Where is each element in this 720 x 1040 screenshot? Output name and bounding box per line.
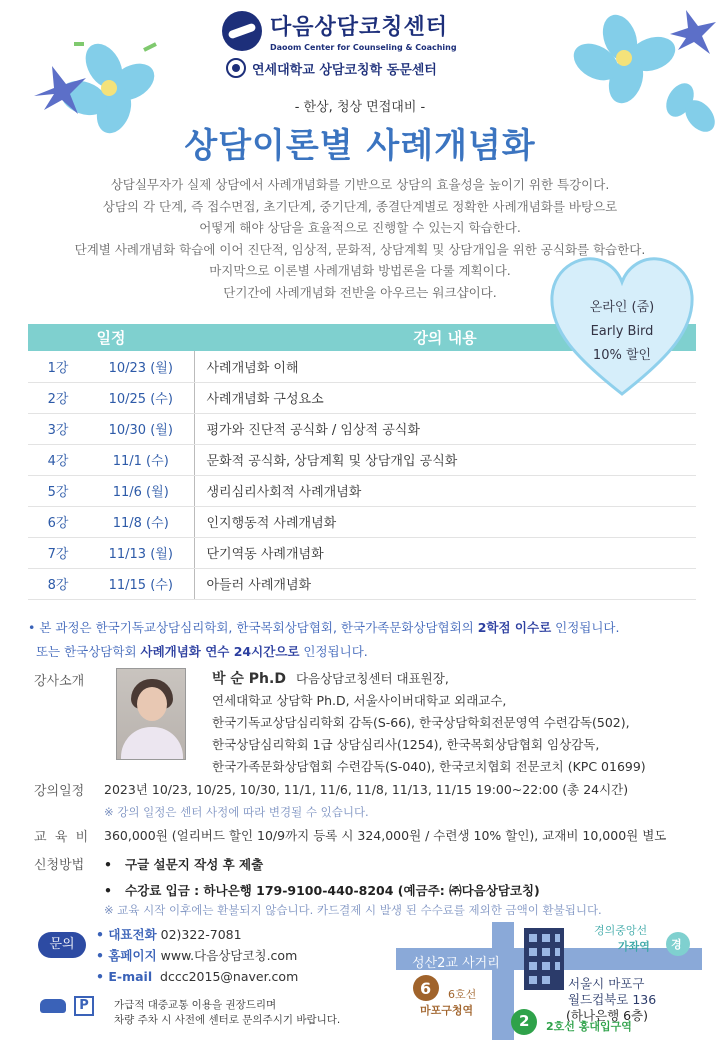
lecture-schedule-text: 2023년 10/23, 10/25, 10/30, 11/1, 11/6, 11/8, 11/13, 11/15 19:00~22:00 (총 24시간) (104, 782, 629, 797)
line2-number: 2 (519, 1012, 530, 1030)
bio-line: 한국기독교상담심리학회 감독(S-66), 한국상담학회전문영역 수련감독(502), (212, 715, 630, 730)
university-seal-icon (226, 58, 246, 78)
lecture-date: 10/23 (월) (88, 351, 194, 382)
website-link[interactable]: www.다음상담코칭.com (156, 948, 298, 963)
lecture-number: 7강 (28, 537, 88, 568)
promo-discount: 10% 할인 (592, 348, 652, 363)
lecture-number: 8강 (28, 568, 88, 599)
notice-text: 인정됩니다. (299, 644, 368, 659)
page-title: 상담이론별 사례개념화 (184, 126, 536, 166)
address-line: 월드컵북로 136 (568, 992, 657, 1007)
address-line: 서울시 마포구 (568, 976, 645, 991)
promo-early-bird: Early Bird (590, 324, 654, 339)
apply-label: 신청방법 (34, 858, 85, 873)
lecture-content: 평가와 진단적 공식화 / 임상적 공식화 (194, 413, 696, 444)
intro-line: 단기간에 사례개념화 전반을 아우르는 워크샵이다. (223, 284, 497, 300)
apply-item: • 구글 설문지 작성 후 제출 (104, 857, 264, 872)
table-row (28, 568, 696, 599)
line2-station: 2호선 홍대입구역 (546, 1020, 632, 1033)
bio-line: 다음상담코칭센터 대표원장, (295, 671, 449, 686)
address-line: (하나은행 6층) (566, 1008, 649, 1023)
lecture-date: 11/13 (월) (88, 537, 194, 568)
notice-text: 인정됩니다. (551, 620, 620, 635)
parking-line: 차량 주차 시 사전에 센터로 문의주시기 바랍니다. (114, 1014, 341, 1026)
lecture-date: 10/30 (월) (88, 413, 194, 444)
header-date: 일정 (28, 324, 194, 351)
parking-info (40, 996, 94, 1016)
notice-highlight: 2학점 이수로 (477, 620, 552, 635)
website-label: • 홈페이지 (96, 948, 157, 963)
lecture-number: 1강 (28, 351, 88, 382)
intro-line: 상담실무자가 실제 상담에서 사례개념화를 기반으로 상담의 효율성을 높이기 위한 특강이다. (110, 177, 610, 192)
credit-notice (28, 616, 619, 664)
gyeongui-icon: 경 (671, 938, 682, 951)
bio-line: 연세대학교 상담학 Ph.D, 서울사이버대학교 외래교수, (212, 693, 507, 708)
table-row (28, 506, 696, 537)
email-link[interactable]: dccc2015@naver.com (152, 969, 299, 984)
org-english-name: Daoom Center for Counseling & Coaching (270, 43, 457, 52)
fee-text: 360,000원 (얼리버드 할인 10/9까지 등록 시 324,000원 / 수련생 10% 할인), 교재비 10,000원 별도 (104, 828, 667, 843)
lecture-date: 11/1 (수) (88, 444, 194, 475)
lecture-date: 10/25 (수) (88, 382, 194, 413)
header-content: 강의 내용 (194, 324, 696, 351)
lecture-number: 6강 (28, 506, 88, 537)
contact-badge: 문의 (38, 932, 86, 958)
lecture-date: 11/15 (수) (88, 568, 194, 599)
center-logo-icon (222, 11, 262, 51)
email-label: • E-mail (96, 969, 153, 984)
intro-line: 어떻게 해야 상담을 효율적으로 진행할 수 있는지 학습한다. (199, 220, 521, 236)
org-name: 다음상담코칭센터 (270, 15, 449, 40)
intro-line: 마지막으로 이론별 사례개념화 방법론을 다룰 계획이다. (209, 263, 511, 279)
apply-methods (104, 852, 540, 904)
tagline: - 한상, 청상 면접대비 - (294, 100, 426, 115)
intro-line: 단계별 사례개념화 학습에 이어 진단적, 임상적, 문화적, 상담계획 및 상담개입을 위한 공식화를 학습한다. (74, 241, 646, 257)
parking-text (114, 998, 340, 1028)
notice-text: 또는 한국상담학회 (28, 644, 141, 659)
promo-text (570, 296, 674, 368)
lecture-content: 인지행동적 사례개념화 (194, 506, 696, 537)
table-row (28, 444, 696, 475)
instructor-name: 박 순 Ph.D (212, 671, 286, 687)
phone-number: 02)322-7081 (156, 927, 242, 942)
refund-note: ※ 교육 시작 이후에는 환불되지 않습니다. 카드결제 시 발생 된 수수료를 제외한 금액이 환불됩니다. (104, 903, 602, 917)
parking-line: 가급적 대중교통 이용을 권장드리며 (114, 999, 277, 1011)
lecture-content: 문화적 공식화, 상담계획 및 상담개입 공식화 (194, 444, 696, 475)
parking-icon: P (74, 996, 94, 1016)
gyeongui-line: 경의중앙선 (594, 924, 648, 937)
promo-online: 온라인 (줌) (589, 300, 655, 315)
header (222, 10, 502, 78)
instructor-photo (116, 668, 186, 760)
instructor-bio (212, 668, 646, 778)
lecture-content: 사례개념화 구성요소 (194, 382, 696, 413)
contact-info (96, 924, 298, 987)
bio-line: 한국가족문화상담협회 수련감독(S-040), 한국코치협회 전문코치 (KPC 01699) (212, 759, 646, 774)
lecture-number: 5강 (28, 475, 88, 506)
line6-station: 마포구청역 (420, 1004, 474, 1017)
sub-org-name: 연세대학교 상담코칭학 동문센터 (252, 62, 437, 78)
notice-text: • 본 과정은 한국기독교상담심리학회, 한국목회상담협회, 한국가족문화상담협회의 (28, 620, 478, 635)
lecture-date: 11/6 (월) (88, 475, 194, 506)
table-row (28, 537, 696, 568)
lecture-content: 아들러 사례개념화 (194, 568, 696, 599)
bio-line: 한국상담심리학회 1급 상담심리사(1254), 한국목회상담협회 임상감독, (212, 737, 600, 752)
map-intersection: 성산2교 사거리 (412, 956, 500, 971)
lecture-number: 2강 (28, 382, 88, 413)
car-icon (40, 999, 66, 1013)
apply-item: • 수강료 입금 : 하나은행 179-9100-440-8204 (예금주: ㈜다음상담코칭) (104, 883, 540, 898)
lecture-number: 3강 (28, 413, 88, 444)
line6-name: 6호선 (448, 988, 477, 1001)
table-row (28, 475, 696, 506)
lecture-schedule-note: ※ 강의 일정은 센터 사정에 따라 변경될 수 있습니다. (104, 805, 369, 819)
lecture-schedule-label: 강의일정 (34, 784, 85, 799)
table-row (28, 413, 696, 444)
lecture-content: 사례개념화 이해 (194, 351, 696, 382)
phone-label: • 대표전화 (96, 927, 157, 942)
lecture-date: 11/8 (수) (88, 506, 194, 537)
fee-label: 교 육 비 (34, 830, 89, 845)
gajwa-station: 가좌역 (618, 940, 650, 953)
lecture-content: 단기역동 사례개념화 (194, 537, 696, 568)
instructor-label: 강사소개 (34, 674, 85, 689)
line6-number: 6 (420, 979, 432, 998)
intro-line: 상담의 각 단계, 즉 접수면접, 초기단계, 중기단계, 종결단계별로 정확한 사례개념화를 바탕으로 (102, 198, 618, 214)
lecture-content: 생리심리사회적 사례개념화 (194, 475, 696, 506)
notice-highlight: 사례개념화 연수 24시간으로 (140, 644, 300, 659)
lecture-number: 4강 (28, 444, 88, 475)
